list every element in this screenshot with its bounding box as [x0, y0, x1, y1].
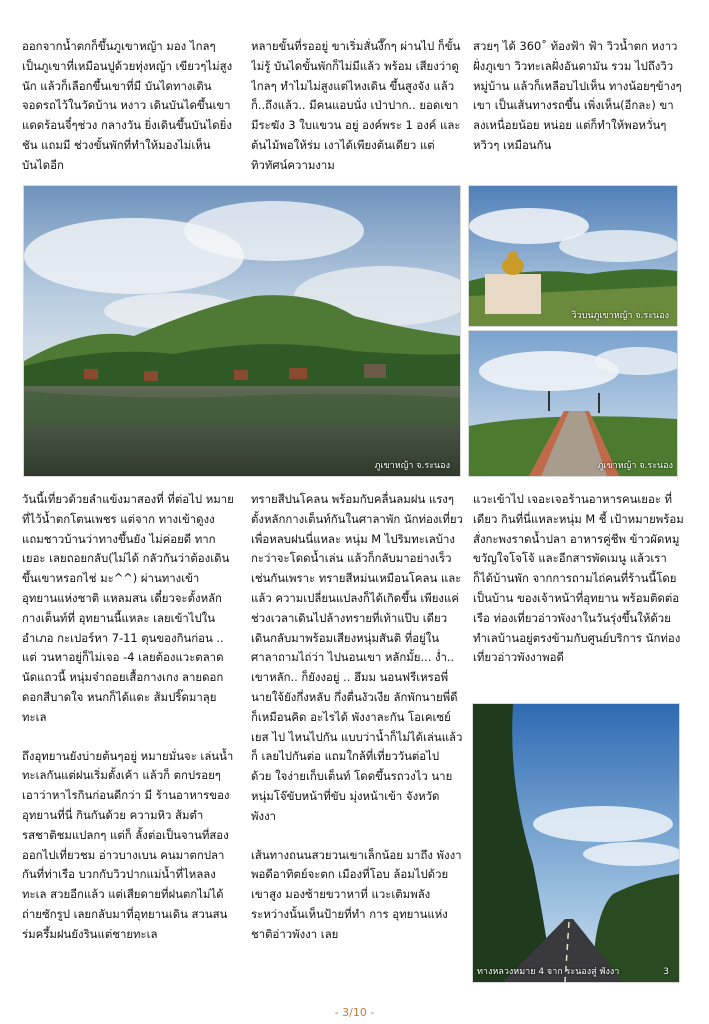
paragraph: วันนี้เที่ยวด้วยลำแข้งมาสองที่ ที่ต่อไป หมายที่ไว้น้ำตกโตนเพชร แต่จาก ทางเข้าดูงง แถมชาวบ้านว่าทางขึ้นยัง ไม่ค่อยดี ทากเยอะ เลยถอยกลับ(ไม่ได้ กลัวกันว่าต้องเดินขึ้นเขาหรอกไช่ มะ^^) ผ่านทางเข้า อุทยานแห่งชาติ แหลมสน เดี๋ยวจะตั้งหลักกางเต็นท์ที่ อุทยานนี้แหละ เลยเข้าไปในอำเภอ กะเปอร์หา 7-11 ตุนของกินก่อน .. แต่ วนหาอยู่ก็ไม่เจอ -4 เลยต้องแวะตลาด นัดแถวนี้ หนุ่มจ๋าถอยเสื้อกางเกง ลายดอกดอกสีบาดใจ หนกก็ได้แดะ ส้มปริ๊ดมาลุยทะเล [22, 492, 234, 724]
top-column-3 [473, 37, 685, 182]
photo-buddha-hilltop [468, 185, 678, 327]
photo-highway-road [472, 703, 680, 983]
paragraph: เส้นทางถนนสวยวนเขาเล็กน้อย มาถึง พังงาพอดีอาทิตย์จะตก เมืองที่โอบ ล้อมไปด้วยเขาสูง มองซ้ายขวาหาที่ แวะเติมพลัง ระหว่างนั้นเห็นป้ายที่ทำ การ อุทยานแห่งชาติอ่าวพังงา เลย [251, 847, 462, 941]
stairs-image [469, 331, 677, 476]
photo-hill-stairs [468, 330, 678, 477]
photo-grass-mountain-lake [23, 185, 461, 477]
paragraph: แวะเข้าไป เจอะเจอร้านอาหารคนเยอะ ที่เดียว กินที่นี่แหละหนุ่ม M ชี้ เป้าหมายพร้อมสั่งกะพงราดน้ำปลา อาหารคู่ชีพ ข้าวผัดหมูขวัญใจโจโจ้ และอีกสารพัดเมนู แล้วเราก็ได้บ้านพัก จากการถามไถ่คนที่ร้านนี้โดยเป็นบ้าน ของเจ้าหน้าที่อุทยาน พร้อมติดต่อเรือ ท่องเที่ยวอ่าวพังงาในวันรุ่งขึ้นให้ด้วย ทำเลบ้านอยู่ตรงข้ามกับศูนย์บริการ นักท่องเที่ยวอ่าวพังงาพอดี [473, 492, 684, 665]
paragraph: ออกจากน้ำตกก็ขึ้นภูเขาหญ้า มอง ไกลๆ เป็นภูเขาที่เหมือนปูด้วยทุ่งหญ้า เขียวๆไม่สูงนัก แล้วก็เลือกขึ้นเขาที่มี บันไดทางเดิน จอดรถไว้ในวัดบ้าน หงาว เดินบันไดขึ้นเขาแดดร้อนจี๋ๆช่วง กลางวัน ยิ่งเดินขึ้นบันไดยิ่งชัน แถมมี ช่วงขั้นพักที่ทำให้มองไม่เห็นบันไดอีก [22, 39, 233, 172]
road-image [473, 704, 679, 982]
lake-landscape-image [24, 186, 460, 476]
photo-caption: ทางหลวงหมาย 4 จาก ระนองสู่ พังงา [477, 967, 620, 977]
bottom-column-1 [22, 490, 234, 990]
photo-number: 3 [663, 967, 669, 977]
page-number: - 3/10 - [334, 1006, 375, 1019]
top-column-1 [22, 37, 234, 182]
photo-caption: วิวบนภูเขาหญ้า จ.ระนอง [571, 311, 669, 321]
top-column-2 [251, 37, 463, 182]
photo-caption: ภูเขาหญ้า จ.ระนอง [597, 461, 673, 471]
buddha-statue-image [469, 186, 677, 326]
photo-caption: ภูเขาหญ้า จ.ระนอง [374, 461, 450, 471]
paragraph: ทรายสีปนโคลน พร้อมกับคลื่นลมฝน แรงๆ ตั้งหลักกางเต็นท์กันในศาลาพัก นักท่องเที่ยวเพื่อหลบฝนนี่แหละ หนุ่ม M ไปริมทะเลบ้างกะว่าจะโดดน้ำเล่น แล้วก็กลับมาอย่างเร็วเช่นกันเพราะ ทรายสีหม่นเหมือนโคลน และแล้ว ความเปลี่ยนแปลงก็ได้เกิดขึ้น เพียงแค่ ช่วงเวลาเดินไปล้างทรายที่เท้าแป๊บ เดียว เดินกลับมาพร้อมเสียงหนุ่มสันติ ที่อยู่ในศาลาถามไถ่ว่า ไปนอนเขา หลักมั้ย... ง่ำ.. เขาหลัก.. ก็ยังงอยู่ .. ฮึมม นอนฟรีเหรอพี่ นายใจ้ยังกึ่งหลับ กึ่งตื่นงัวเงีย ลักพักนายพี่ดีก็เหมือนคิด อะไรได้ พังงาละกัน โอเคเซย์เยส ไป ไหนไปกัน แบบว่าน้ำก็ไม่ได้เล่นแล้วก็ เลยไปกันต่อ แถมใกล้ที่เที่ยววันต่อไป ด้วย ใจง่ายเก็บเต็นท์ โดดขึ้นรถวงไว นายหนุ่มโจ๊ขับหน้าที่ขับ มุ่งหน้าเข้า จังหวัดพังงา [251, 492, 463, 823]
paragraph: หลายขั้นที่รออยู่ ขาเริ่มสั่นงึ๊กๆ ผ่านไป ก็ขั้นไม่รู้ บันไดขั้นพักก็ไม่มีแล้ว พร้อม เสียงว่าดูไกลๆ ทำไมไม่สูงแต่ไหงเดิน ขึ้นสูงจัง แล้วก็..ถึงแล้ว.. มีคนแอบนั่ง เป่าปาก.. ยอดเขา มีระฆัง 3 ใบแขวน อยู่ องค์พระ 1 องค์ และต้นไม้พอให้ร่ม เงาได้เพียงต้นเดียว แต่ทิวทัศน์ความงาม [251, 39, 461, 172]
paragraph: สวยๆ ได้ 360˚ ท้องฟ้า ฟ้า วิวน้ำตก หงาวฝั่งภูเขา วิวทะเลฝั่งอันดามัน รวม ไปถึงวิวหมู่บ้าน แล้วก็เหลือบไปเห็น ทางน้อยๆข้างๆเขา เป็นเส้นทางรถขึ้น เพิ่งเห็น(อีกละ) ขาลงเหนื่อยน้อย หน่อย แต่ก็ทำให้พอหวั่นๆ หวิวๆ เหมือนกัน [473, 39, 682, 152]
bottom-column-3 [473, 490, 685, 690]
bottom-column-2 [251, 490, 463, 990]
paragraph: ถึงอุทยานยังบ่ายต้นๆอยู่ หมายมั่นจะ เล่นน้ำทะเลกันแต่ฝนเริ่มตั้งเค้า แล้วก็ ตกปรอยๆ เอาว่าหาไรกินก่อนดีกว่า มี ร้านอาหารของอุทยานที่นี่ กินกันด้วย ความหิว ส้มตำรสชาติชมแปลกๆ แต่ก็ ลั้งต่อเป็นจานที่สอง ออกไปเที่ยวชม อ่าวบางเบน คนมาตกปลากันที่ท่าเรือ บวกกับวิวปากแม่น้ำที่ไหลลงทะเล สวยอีกแล้ว แต่เสียดายที่ฝนตกไม่ได้ ถ่ายซักรูป เลยกลับมาที่อุทยานเดิน สวนสนร่มครึ้มฝนยังรินแต่ชายทะเล [22, 748, 234, 941]
